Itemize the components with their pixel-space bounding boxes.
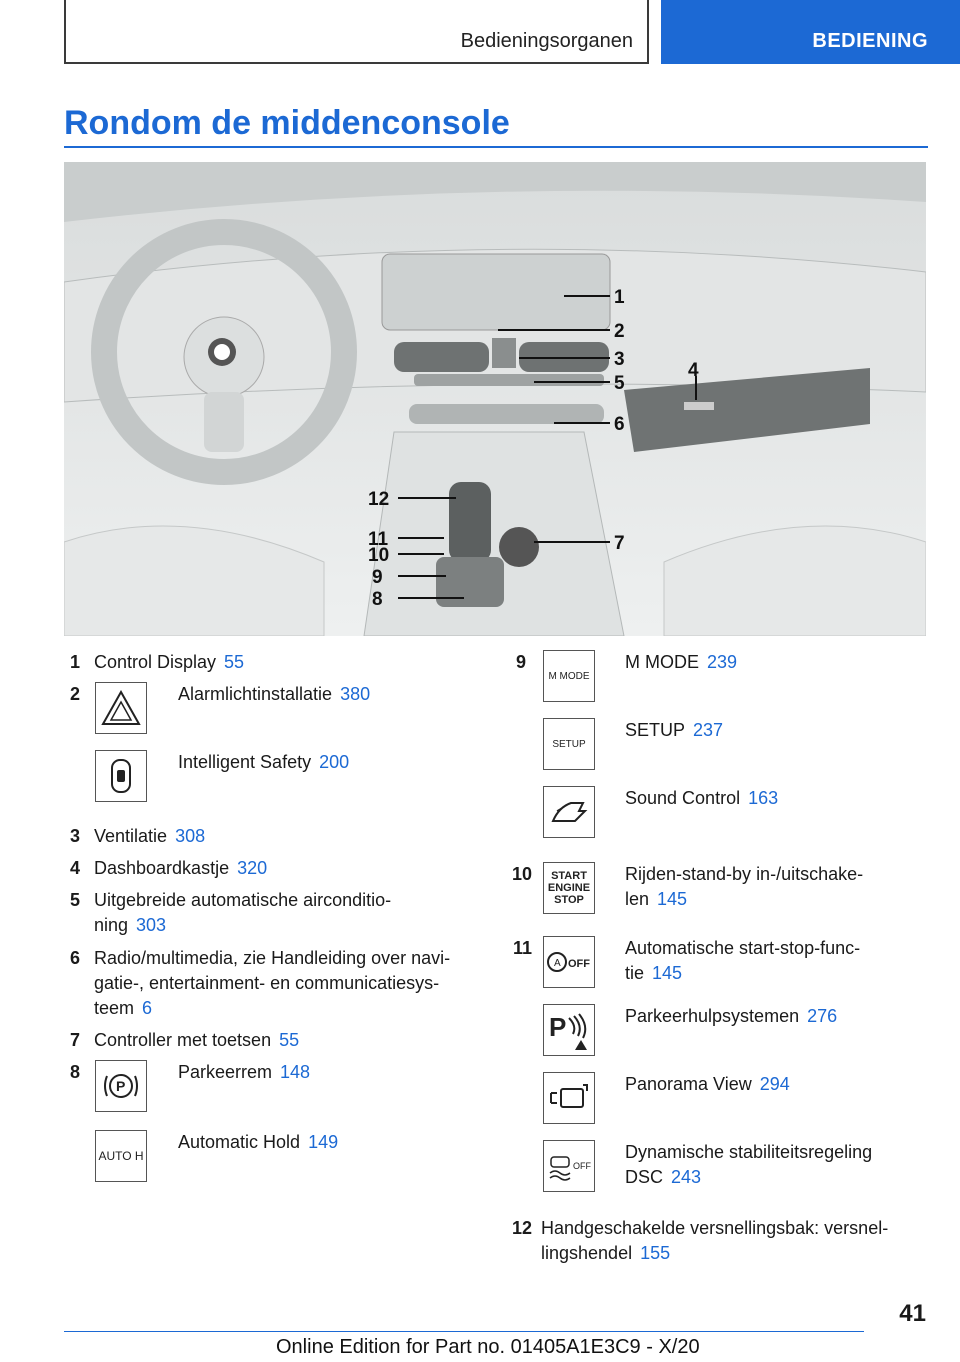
item-number: 10 xyxy=(511,864,532,884)
callout-4: 4 xyxy=(688,360,699,381)
svg-text:OFF: OFF xyxy=(568,958,590,970)
legend-item: Dynamische stabiliteitsregeling DSC 243 xyxy=(625,1142,873,1187)
svg-text:A: A xyxy=(554,958,561,969)
m-mode-icon: M MODE xyxy=(543,650,595,702)
legend-item: M MODE 239 xyxy=(625,652,738,672)
page-ref[interactable]: 237 xyxy=(693,720,724,740)
page-ref[interactable]: 55 xyxy=(279,1030,300,1050)
page-ref[interactable]: 6 xyxy=(142,998,153,1018)
footer-edition: Online Edition for Part no. 01405A1E3C9 - X/20 xyxy=(276,1336,700,1358)
intelligent-safety-icon xyxy=(95,750,147,802)
callout-9: 9 xyxy=(372,567,383,588)
item-number: 4 xyxy=(69,858,80,878)
auto-hold-icon: AUTO H xyxy=(95,1130,147,1182)
legend-item: Panorama View 294 xyxy=(625,1074,790,1094)
page-ref[interactable]: 148 xyxy=(280,1062,311,1082)
legend-item: Control Display 55 xyxy=(94,652,245,672)
page-ref[interactable]: 380 xyxy=(340,684,371,704)
callout-12: 12 xyxy=(368,489,390,510)
auto-start-stop-off-icon xyxy=(543,936,595,988)
page-ref[interactable]: 303 xyxy=(136,915,167,935)
item-number: 8 xyxy=(69,1062,80,1082)
item-number: 5 xyxy=(69,890,80,910)
legend-item: Uitgebreide automatische airconditio- ning 303 xyxy=(94,890,392,935)
page-ref[interactable]: 243 xyxy=(671,1167,702,1187)
legend-item: Parkeerrem 148 xyxy=(178,1062,311,1082)
page-title: Rondom de middenconsole xyxy=(64,104,510,142)
park-assist-icon xyxy=(543,1004,595,1056)
item-number: 3 xyxy=(69,826,80,846)
legend-item: Sound Control 163 xyxy=(625,788,779,808)
legend-item: Ventilatie 308 xyxy=(94,826,206,846)
item-number: 12 xyxy=(511,1218,532,1238)
item-number: 6 xyxy=(69,948,80,968)
callout-5: 5 xyxy=(614,373,625,394)
page-ref[interactable]: 200 xyxy=(319,752,350,772)
page-ref[interactable]: 155 xyxy=(640,1243,671,1263)
page-number: 41 xyxy=(899,1300,926,1327)
start-engine-stop-icon: START ENGINE STOP xyxy=(543,862,595,914)
page-ref[interactable]: 55 xyxy=(224,652,245,672)
svg-text:P: P xyxy=(116,1078,126,1094)
callout-8: 8 xyxy=(372,589,383,610)
item-number: 7 xyxy=(69,1030,80,1050)
legend-item: Radio/multimedia, zie Handleiding over navi- gatie-, entertainment- en communicatiesys- teem 6 xyxy=(94,948,451,1018)
legend-item: Automatische start-stop-func- tie 145 xyxy=(625,938,861,983)
header-section-label: Bedieningsorganen xyxy=(460,30,633,52)
legend-item: Controller met toetsen 55 xyxy=(94,1030,300,1050)
callout-1: 1 xyxy=(614,287,625,308)
legend-item: Handgeschakelde versnellingsbak: versnel- lingshendel 155 xyxy=(541,1218,889,1263)
sound-control-icon xyxy=(543,786,595,838)
callout-6: 6 xyxy=(614,414,625,435)
page-ref[interactable]: 294 xyxy=(759,1074,790,1094)
callout-7: 7 xyxy=(614,533,625,554)
page-ref[interactable]: 149 xyxy=(308,1132,339,1152)
hazard-warning-icon xyxy=(95,682,147,734)
legend-item: Rijden-stand-by in-/uitschake- len 145 xyxy=(625,864,864,909)
item-number: 11 xyxy=(512,938,532,958)
dsc-off-icon xyxy=(543,1140,595,1192)
legend-item: Parkeerhulpsystemen 276 xyxy=(625,1006,838,1026)
legend-item: Alarmlichtinstallatie 380 xyxy=(178,684,371,704)
callout-10: 10 xyxy=(368,545,390,566)
title-divider xyxy=(64,146,928,148)
page-ref[interactable]: 239 xyxy=(707,652,738,672)
panorama-view-icon xyxy=(543,1072,595,1124)
callout-11: 11 xyxy=(368,529,389,550)
parking-brake-icon xyxy=(95,1060,147,1112)
page-ref[interactable]: 276 xyxy=(807,1006,838,1026)
legend-item: Dashboardkastje 320 xyxy=(94,858,268,878)
callout-3: 3 xyxy=(614,349,625,370)
page-ref[interactable]: 308 xyxy=(175,826,206,846)
footer-divider xyxy=(64,1331,864,1332)
page-ref[interactable]: 145 xyxy=(657,889,688,909)
header-section-tab xyxy=(64,0,649,64)
setup-icon: SETUP xyxy=(543,718,595,770)
item-number: 2 xyxy=(69,684,80,704)
legend-item: Intelligent Safety 200 xyxy=(178,752,350,772)
header-chapter-tab xyxy=(661,0,960,64)
page-ref[interactable]: 145 xyxy=(652,963,683,983)
header-chapter-label: BEDIENING xyxy=(812,30,928,52)
svg-text:P: P xyxy=(549,1012,567,1042)
legend-item: Automatic Hold 149 xyxy=(178,1132,339,1152)
center-console-illustration xyxy=(64,162,926,636)
item-number: 9 xyxy=(515,652,526,672)
item-number: 1 xyxy=(69,652,80,672)
callout-2: 2 xyxy=(614,321,625,342)
svg-text:OFF: OFF xyxy=(573,1161,591,1171)
page-ref[interactable]: 320 xyxy=(237,858,268,878)
page-ref[interactable]: 163 xyxy=(748,788,779,808)
legend-item: SETUP 237 xyxy=(625,720,724,740)
